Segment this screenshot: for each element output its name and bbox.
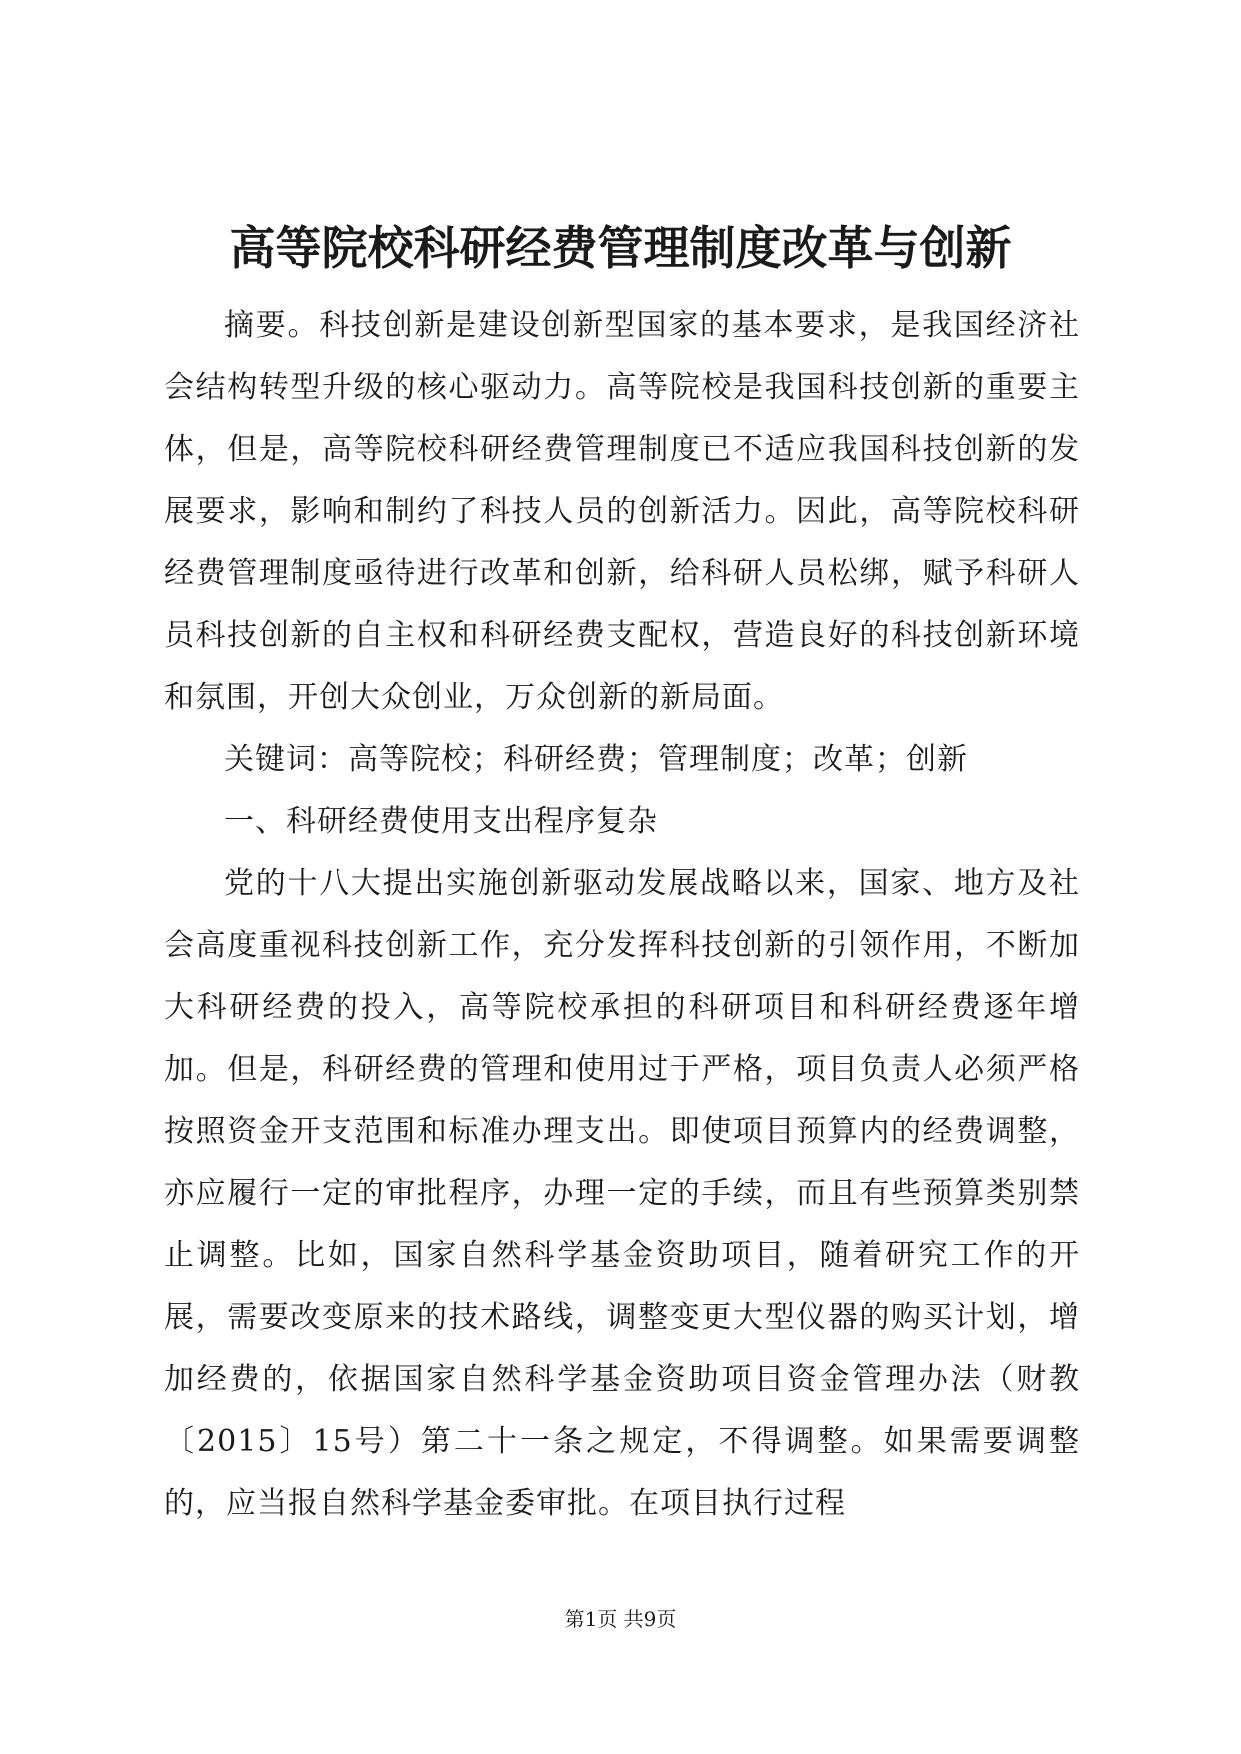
document-title: 高等院校科研经费管理制度改革与创新 <box>229 221 1012 275</box>
document-body <box>164 295 1080 1535</box>
abstract-paragraph: 摘要。科技创新是建设创新型国家的基本要求，是我国经济社会结构转型升级的核心驱动力。高等院校是我国科技创新的重要主体，但是，高等院校科研经费管理制度已不适应我国科技创新的发展要求，影响和制约了科技人员的创新活力。因此，高等院校科研经费管理制度亟待进行改革和创新，给科研人员松绑，赋予科研人员科技创新的自主权和科研经费支配权，营造良好的科技创新环境和氛围，开创大众创业，万众创新的新局面。 <box>164 308 1080 715</box>
body-paragraph: 党的十八大提出实施创新驱动发展战略以来，国家、地方及社会高度重视科技创新工作，充分发挥科技创新的引领作用，不断加大科研经费的投入，高等院校承担的科研项目和科研经费逐年增加。但是，科研经费的管理和使用过于严格，项目负责人必须严格按照资金开支范围和标准办理支出。即使项目预算内的经费调整，亦应履行一定的审批程序，办理一定的手续，而且有些预算类别禁止调整。比如，国家自然科学基金资助项目，随着研究工作的开展，需要改变原来的技术路线，调整变更大型仪器的购买计划，增加经费的，依据国家自然科学基金资助项目资金管理办法（财教〔2015〕15号）第二十一条之规定，不得调整。如果需要调整的，应当报自然科学基金委审批。在项目执行过程 <box>164 866 1080 1521</box>
keywords-paragraph: 关键词：高等院校；科研经费；管理制度；改革；创新 <box>224 742 968 777</box>
page-footer: 第1页 共9页 <box>564 1607 677 1631</box>
section-heading: 一、科研经费使用支出程序复杂 <box>224 804 658 839</box>
